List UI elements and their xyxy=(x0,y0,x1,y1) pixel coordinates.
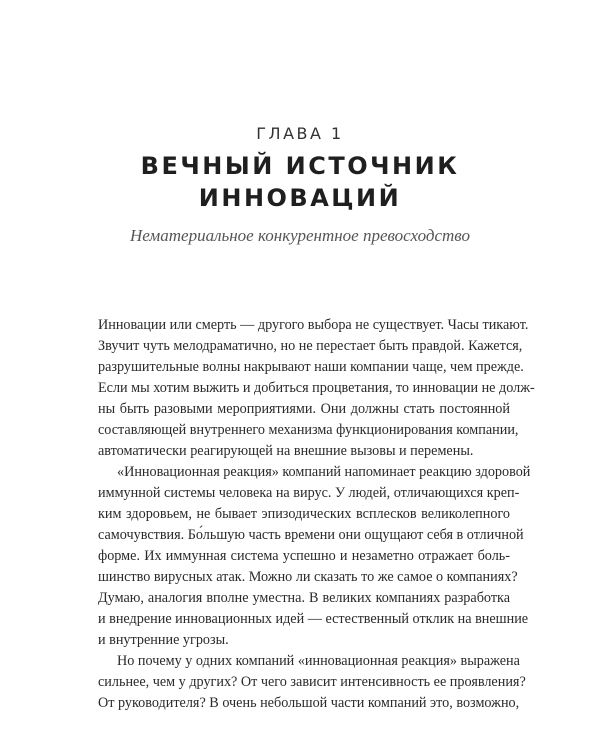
text-line: составляющей внутреннего механизма функционирования компании, xyxy=(98,422,519,438)
text-line: автоматически реагирующей на внешние вызовы и перемены. xyxy=(98,443,474,459)
text-line: иммунной системы человека на вирус. У людей, отличающихся креп- xyxy=(98,485,520,501)
text-line: ны быть разовыми мероприятиями. Они должны стать постоянной xyxy=(98,401,510,417)
text-line: форме. Их иммунная система успешно и незаметно отражает боль- xyxy=(98,548,510,564)
chapter-title xyxy=(0,150,600,214)
text-line: и внедрение инновационных идей — естественный отклик на внешние xyxy=(98,611,529,627)
text-line: шинство вирусных атак. Можно ли сказать то же самое о компаниях? xyxy=(98,569,518,585)
text-line: Звучит чуть мелодраматично, но не перестает быть правдой. Кажется, xyxy=(98,338,523,354)
text-line: сильнее, чем у других? От чего зависит интенсивность ее проявления? xyxy=(98,674,526,690)
text-line: разрушительные волны накрывают наши компании чаще, чем прежде. xyxy=(98,359,524,375)
body-text xyxy=(98,315,535,714)
chapter-title-line: ВЕЧНЫЙ ИСТОЧНИК xyxy=(140,152,460,180)
text-line: ким здоровьем, не бывает эпизодических всплесков великолепного xyxy=(98,506,510,522)
text-line: и внутренние угрозы. xyxy=(98,632,229,648)
text-line: Но почему у одних компаний «инновационная реакция» выражена xyxy=(117,653,520,669)
chapter-label: ГЛАВА 1 xyxy=(256,124,344,143)
text-line: «Инновационная реакция» компаний напоминает реакцию здоровой xyxy=(117,464,531,480)
text-line: Думаю, аналогия вполне уместна. В великих компаниях разработка xyxy=(98,590,510,606)
chapter-title-line: ИННОВАЦИЙ xyxy=(198,184,402,212)
text-line: Инновации или смерть — другого выбора не существует. Часы тикают. xyxy=(98,317,529,333)
text-line: Если мы хотим выжить и добиться процветания, то инновации не долж- xyxy=(98,380,535,396)
text-line: От руководителя? В очень небольшой части компаний это, возможно, xyxy=(98,695,520,711)
chapter-subtitle: Нематериальное конкурентное превосходство xyxy=(130,226,470,245)
text-line: самочувствия. Бо́льшую часть времени они ощущают себя в отличной xyxy=(98,527,524,543)
